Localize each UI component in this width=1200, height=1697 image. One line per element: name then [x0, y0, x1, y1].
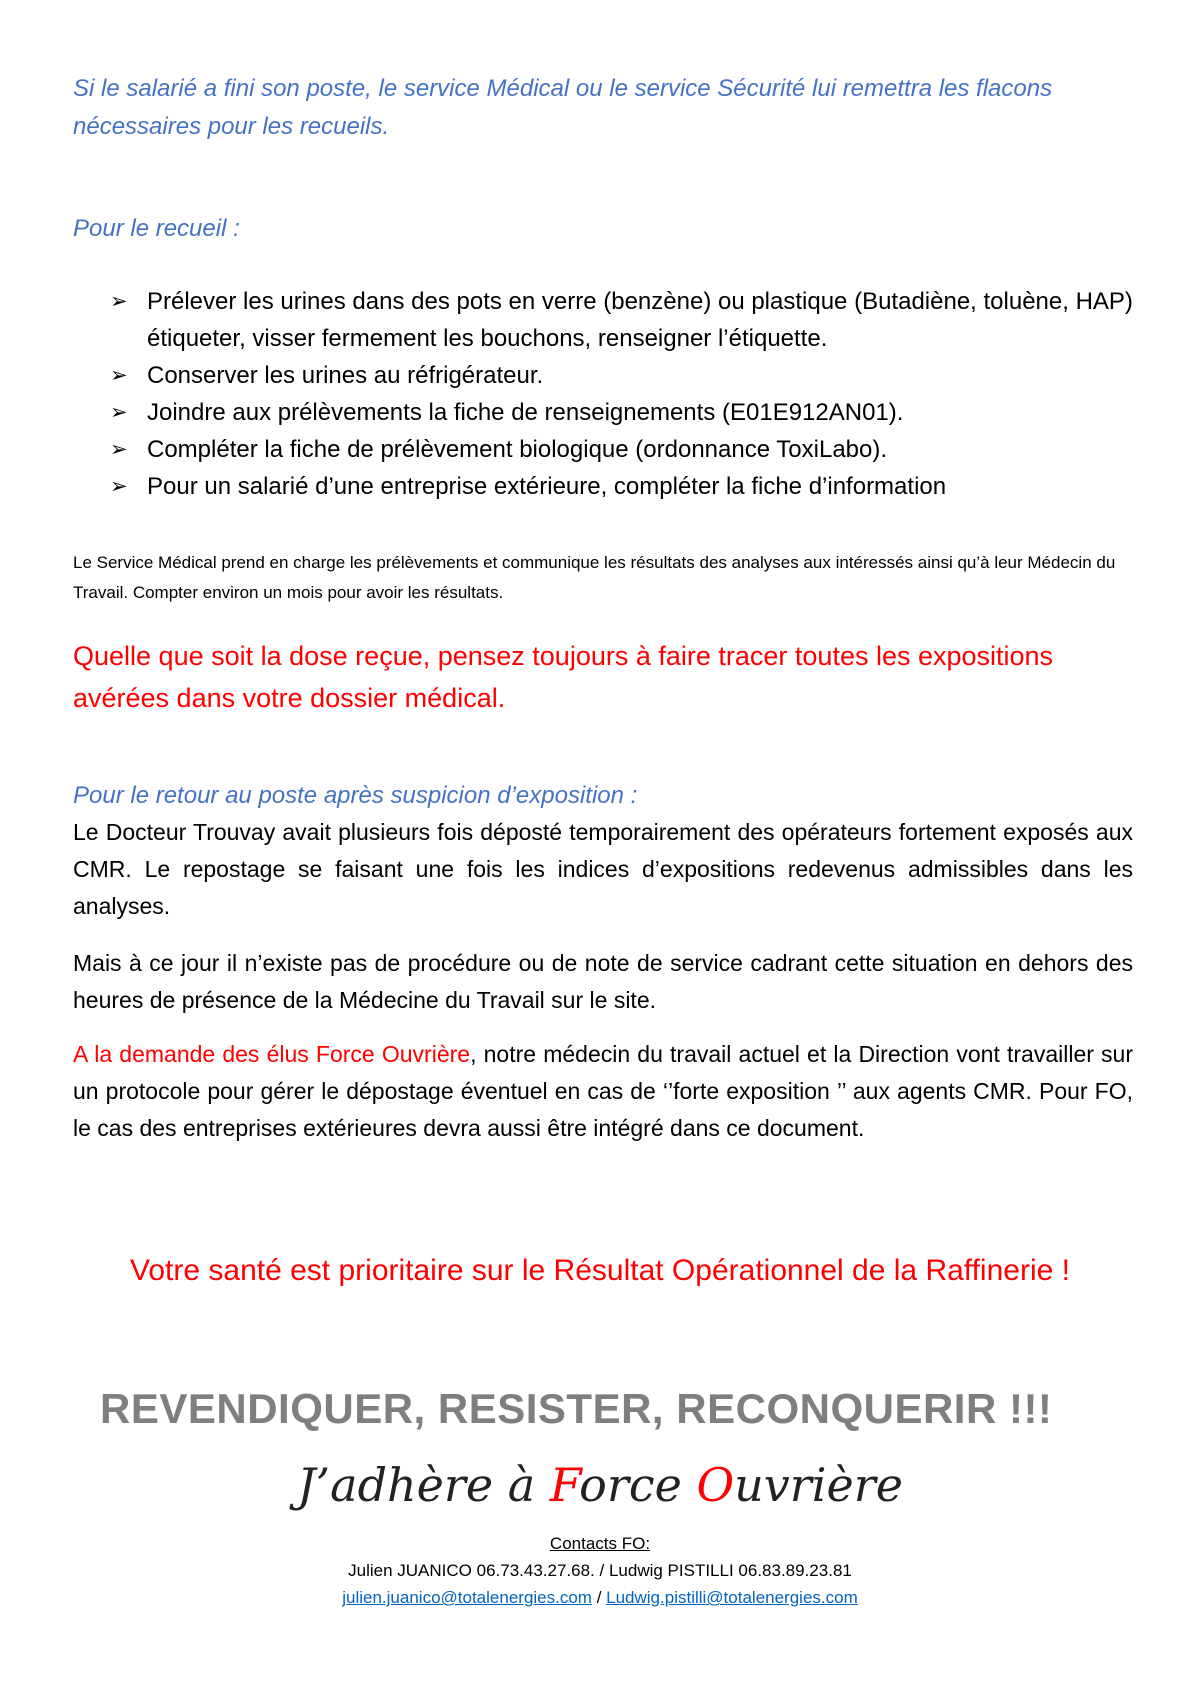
email-link-pistilli[interactable]: Ludwig.pistilli@totalenergies.com [606, 1588, 858, 1607]
adhere-letter-o: O [696, 1458, 735, 1512]
contacts-emails [0, 1585, 1200, 1611]
recueil-bullet-list [110, 283, 1140, 505]
intro-text: Si le salarié a fini son poste, le service Médical ou le service Sécurité lui remettra les flacons nécessaires pour les recueils. [73, 75, 1053, 140]
adhere-fo-signature [0, 1455, 1200, 1515]
paragraph-procedure: Mais à ce jour il n’existe pas de procédure ou de note de service cadrant cette situation en dehors des heures de présence de la Médecine du Travail sur le site. [73, 950, 1133, 1013]
list-item-text: Pour un salarié d’une entreprise extérieure, compléter la fiche d’information [147, 473, 947, 500]
list-item [110, 283, 1140, 357]
paragraph-protocole [73, 1036, 1133, 1147]
contacts-title: Contacts FO: [549, 1534, 651, 1553]
dose-alert-text: Quelle que soit la dose reçue, pensez toujours à faire tracer toutes les expositions avérées dans votre dossier médical. [73, 641, 1054, 713]
arrowhead-bullet-icon: ➢ [110, 364, 128, 387]
contacts-phones: Julien JUANICO 06.73.43.27.68. / Ludwig PISTILLI 06.83.89.23.81 [348, 1561, 852, 1580]
adhere-text-2: orce [579, 1458, 697, 1512]
list-item [110, 431, 1140, 468]
email-link-juanico[interactable]: julien.juanico@totalenergies.com [342, 1588, 592, 1607]
adhere-text-1: J’adhère à [297, 1458, 550, 1512]
list-item-text: Compléter la fiche de prélèvement biologique (ordonnance ToxiLabo). [147, 436, 888, 463]
adhere-text-3: uvrière [734, 1458, 903, 1512]
paragraph-protocole-text: , notre médecin du travail actuel et la Direction vont travailler sur un protocole pour gérer le dépostage éventuel en cas de ‘’forte exposition ’’ aux agents CMR. Pour FO, le cas des entreprises extérieures devra aussi être intégré dans ce document. [73, 1041, 1134, 1141]
list-item-text: Conserver les urines au réfrigérateur. [147, 362, 544, 389]
adhere-letter-f: F [549, 1458, 580, 1512]
arrowhead-bullet-icon: ➢ [110, 290, 128, 313]
list-item-text: Joindre aux prélèvements la fiche de renseignements (E01E912AN01). [147, 399, 904, 426]
health-slogan: Votre santé est prioritaire sur le Résultat Opérationnel de la Raffinerie ! [130, 1254, 1070, 1287]
arrowhead-bullet-icon: ➢ [110, 401, 128, 424]
recueil-heading: Pour le recueil : [73, 215, 240, 242]
list-item-text: Prélever les urines dans des pots en verre (benzène) ou plastique (Butadiène, toluène, HAP) étiqueter, visser fermement les bouchons, renseigner l’étiquette. [147, 288, 1133, 352]
paragraph-trouvay: Le Docteur Trouvay avait plusieurs fois déposté temporairement des opérateurs fortement exposés aux CMR. Le repostage se faisant une fois les indices d’expositions redevenus admissibles dans les analyses. [73, 819, 1133, 919]
revendiquer-slogan: REVENDIQUER, RESISTER, RECONQUERIR !!! [100, 1385, 1053, 1432]
arrowhead-bullet-icon: ➢ [110, 475, 128, 498]
list-item [110, 357, 1140, 394]
email-separator: / [591, 1588, 607, 1607]
fo-demand-highlight: A la demande des élus Force Ouvrière [73, 1041, 471, 1067]
list-item [110, 394, 1140, 431]
arrowhead-bullet-icon: ➢ [110, 438, 128, 461]
retour-heading: Pour le retour au poste après suspicion d’exposition : [73, 782, 638, 809]
service-medical-note: Le Service Médical prend en charge les prélèvements et communique les résultats des analyses aux intéressés ainsi qu’à leur Médecin du Travail. Compter environ un mois pour avoir les résultats. [73, 553, 1116, 602]
list-item [110, 468, 1140, 505]
